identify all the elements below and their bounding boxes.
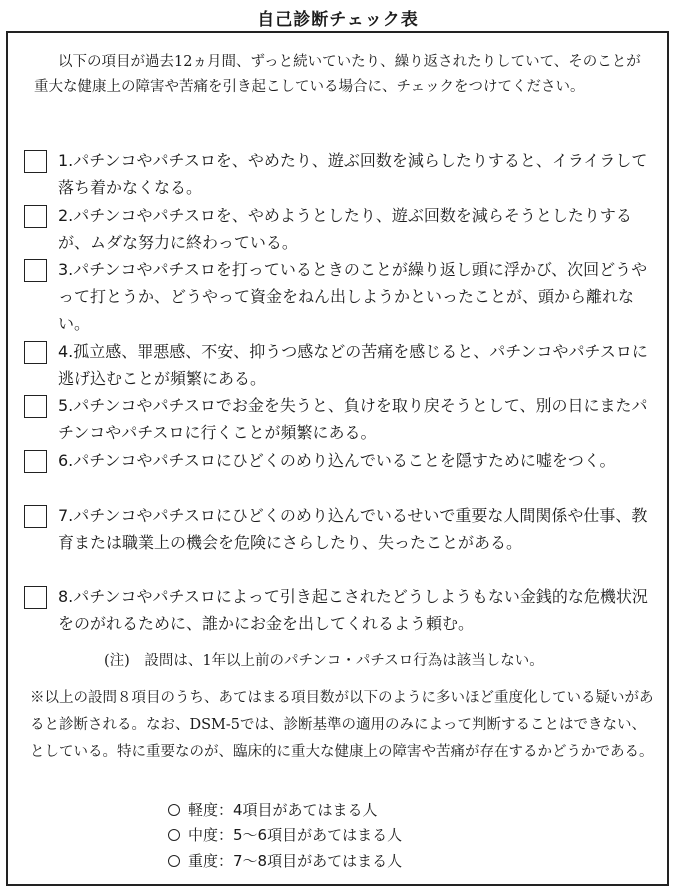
circle-icon [168, 829, 180, 841]
item-text-1 [58, 147, 654, 201]
severity-severe [168, 850, 402, 872]
item-text-3 [58, 256, 654, 337]
item-label: パチンコやパチスロにひどくのめり込んでいることを隠すために嘘をつく。 [73, 451, 616, 470]
remark-text: ※以上の設問８項目のうち、あてはまる項目数が以下のように多いほど重度化している疑いがあると診断される。なお、DSM-5では、診断基準の適用のみによって判断することはできない、としている。特に重要なのが、臨床的に重大な健康上の障害や苦痛が存在するかどうかである。 [30, 690, 654, 760]
item-number: 2. [58, 206, 74, 225]
item-label: パチンコやパチスロによって引き起こされたどうしようもない金銭的な危機状況をのがれるために、誰かにお金を出してくれるよう頼む。 [58, 587, 648, 633]
item-label: 孤立感、罪悪感、不安、抑うつ感などの苦痛を感じると、パチンコやパチスロに逃げ込むことが頻繁にある。 [58, 342, 648, 388]
item-text-4 [58, 338, 654, 392]
item-number: 3. [58, 260, 74, 279]
circle-icon [168, 804, 180, 816]
note-text: (注) 設問は、1年以上前のパチンコ・パチスロ行為は該当しない。 [104, 653, 544, 669]
checkbox-item-5[interactable] [24, 395, 47, 418]
item-number: 1. [58, 151, 74, 170]
item-text-2 [58, 202, 654, 256]
checkbox-item-1[interactable] [24, 150, 47, 173]
severity-mild [168, 799, 378, 821]
item-number: 4. [58, 342, 74, 361]
item-number: 8. [58, 587, 74, 606]
checkbox-item-8[interactable] [24, 586, 47, 609]
item-number: 5. [58, 396, 74, 415]
item-text-7 [58, 502, 654, 556]
checkbox-item-2[interactable] [24, 205, 47, 228]
item-text-5 [58, 392, 654, 446]
item-text-8 [58, 583, 654, 637]
checkbox-item-7[interactable] [24, 505, 47, 528]
item-text-6 [58, 447, 654, 474]
item-label: パチンコやパチスロを、やめたり、遊ぶ回数を減らしたりすると、イライラして落ち着かなくなる。 [58, 151, 648, 197]
intro-text: 以下の項目が過去12ヵ月間、ずっと続いていたり、繰り返されたりしていて、そのことが重大な健康上の障害や苦痛を引き起こしている場合に、チェックをつけてください。 [34, 54, 641, 95]
item-label: パチンコやパチスロを、やめようとしたり、遊ぶ回数を減らそうとしたりするが、ムダな努力に終わっている。 [58, 206, 632, 252]
checkbox-item-3[interactable] [24, 259, 47, 282]
checkbox-item-6[interactable] [24, 450, 47, 473]
severity-label: 中度：5〜6項目があてはまる人 [188, 826, 403, 844]
severity-label: 重度：7〜8項目があてはまる人 [188, 852, 403, 870]
item-number: 7. [58, 506, 74, 525]
severity-label: 軽度：4項目があてはまる人 [188, 801, 378, 819]
item-label: パチンコやパチスロを打っているときのことが繰り返し頭に浮かび、次回どうやって打とうか、どうやって資金をねん出しようかといったことが、頭から離れない。 [58, 260, 648, 333]
circle-icon [168, 855, 180, 867]
checkbox-item-4[interactable] [24, 341, 47, 364]
severity-moderate [168, 824, 402, 846]
page-title: 自己診断チェック表 [257, 10, 419, 30]
item-number: 6. [58, 451, 74, 470]
item-label: パチンコやパチスロでお金を失うと、負けを取り戻そうとして、別の日にまたパチンコやパチスロに行くことが頻繁にある。 [58, 396, 648, 442]
item-label: パチンコやパチスロにひどくのめり込んでいるせいで重要な人間関係や仕事、教育または職業上の機会を危険にさらしたり、失ったことがある。 [58, 506, 648, 552]
